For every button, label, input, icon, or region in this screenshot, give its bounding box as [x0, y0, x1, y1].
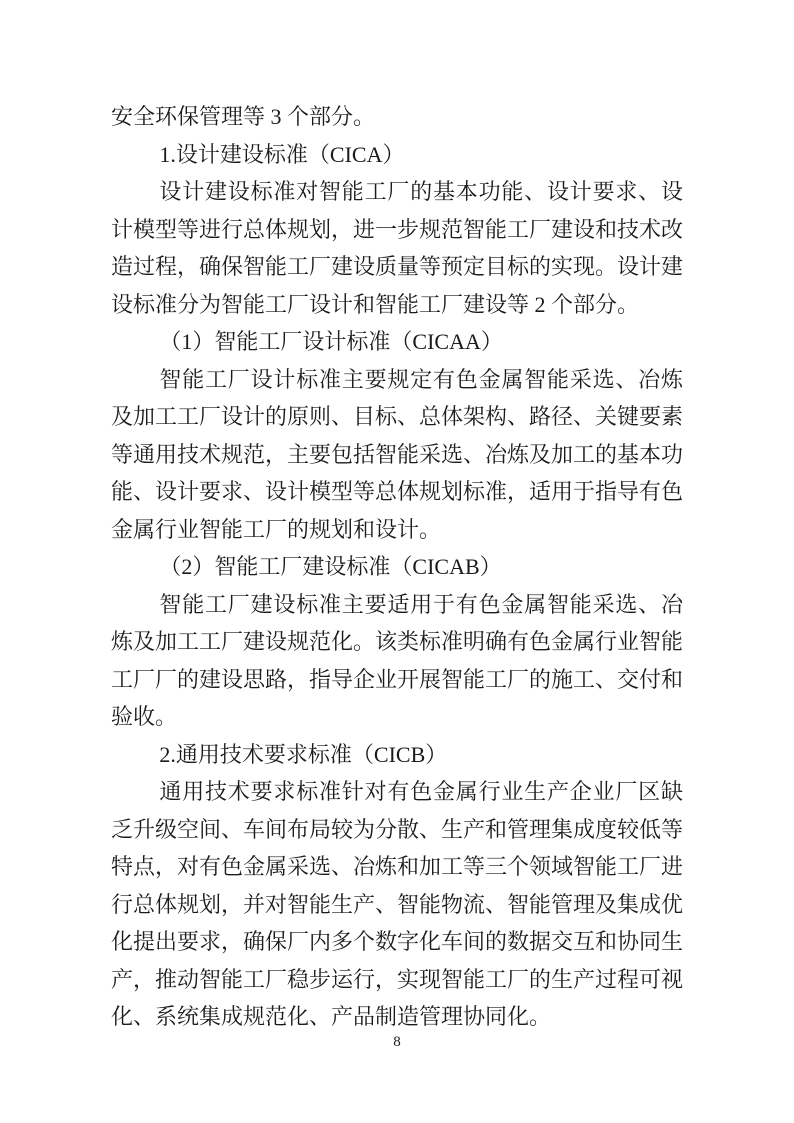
section-heading: 2.通用技术要求标准（CICB） [159, 741, 448, 767]
section-heading: （2）智能工厂建设标准（CICAB） [159, 554, 502, 579]
body-paragraph: 智能工厂建设标准主要适用于有色金属智能采选、冶炼及加工工厂建设规范化。该类标准明确有色金属行业智能工厂厂的建设思路，指导企业开展智能工厂的施工、交付和验收。 [111, 591, 684, 729]
body-paragraph: 通用技术要求标准针对有色金属行业生产企业厂区缺乏升级空间、车间布局较为分散、生产和管理集成度较低等特点，对有色金属采选、冶炼和加工等三个领域智能工厂进行总体规划，并对智能生产、智能物流、智能管理及集成优化提出要求，确保厂内多个数字化车间的数据交互和协同生产，推动智能工厂稳步运行，实现智能工厂的生产过程可视化、系统集成规范化、产品制造管理协同化。 [111, 779, 684, 1029]
paragraph-continuation: 安全环保管理等 3 个部分。 [111, 104, 376, 129]
section-heading: （1）智能工厂设计标准（CICAA） [159, 329, 503, 354]
section-heading: 1.设计建设标准（CICA） [159, 141, 405, 167]
body-paragraph: 设计建设标准对智能工厂的基本功能、设计要求、设计模型等进行总体规划，进一步规范智能工厂建设和技术改造过程，确保智能工厂建设质量等预定目标的实现。设计建设标准分为智能工厂设计和智能工厂建设等 2 个部分。 [111, 179, 684, 317]
document-body [111, 98, 683, 1036]
page-number: 8 [393, 1034, 401, 1050]
body-paragraph: 智能工厂设计标准主要规定有色金属智能采选、冶炼及加工工厂设计的原则、目标、总体架构、路径、关键要素等通用技术规范，主要包括智能采选、冶炼及加工的基本功能、设计要求、设计模型等总体规划标准，适用于指导有色金属行业智能工厂的规划和设计。 [111, 366, 684, 542]
page-footer [0, 1032, 794, 1052]
